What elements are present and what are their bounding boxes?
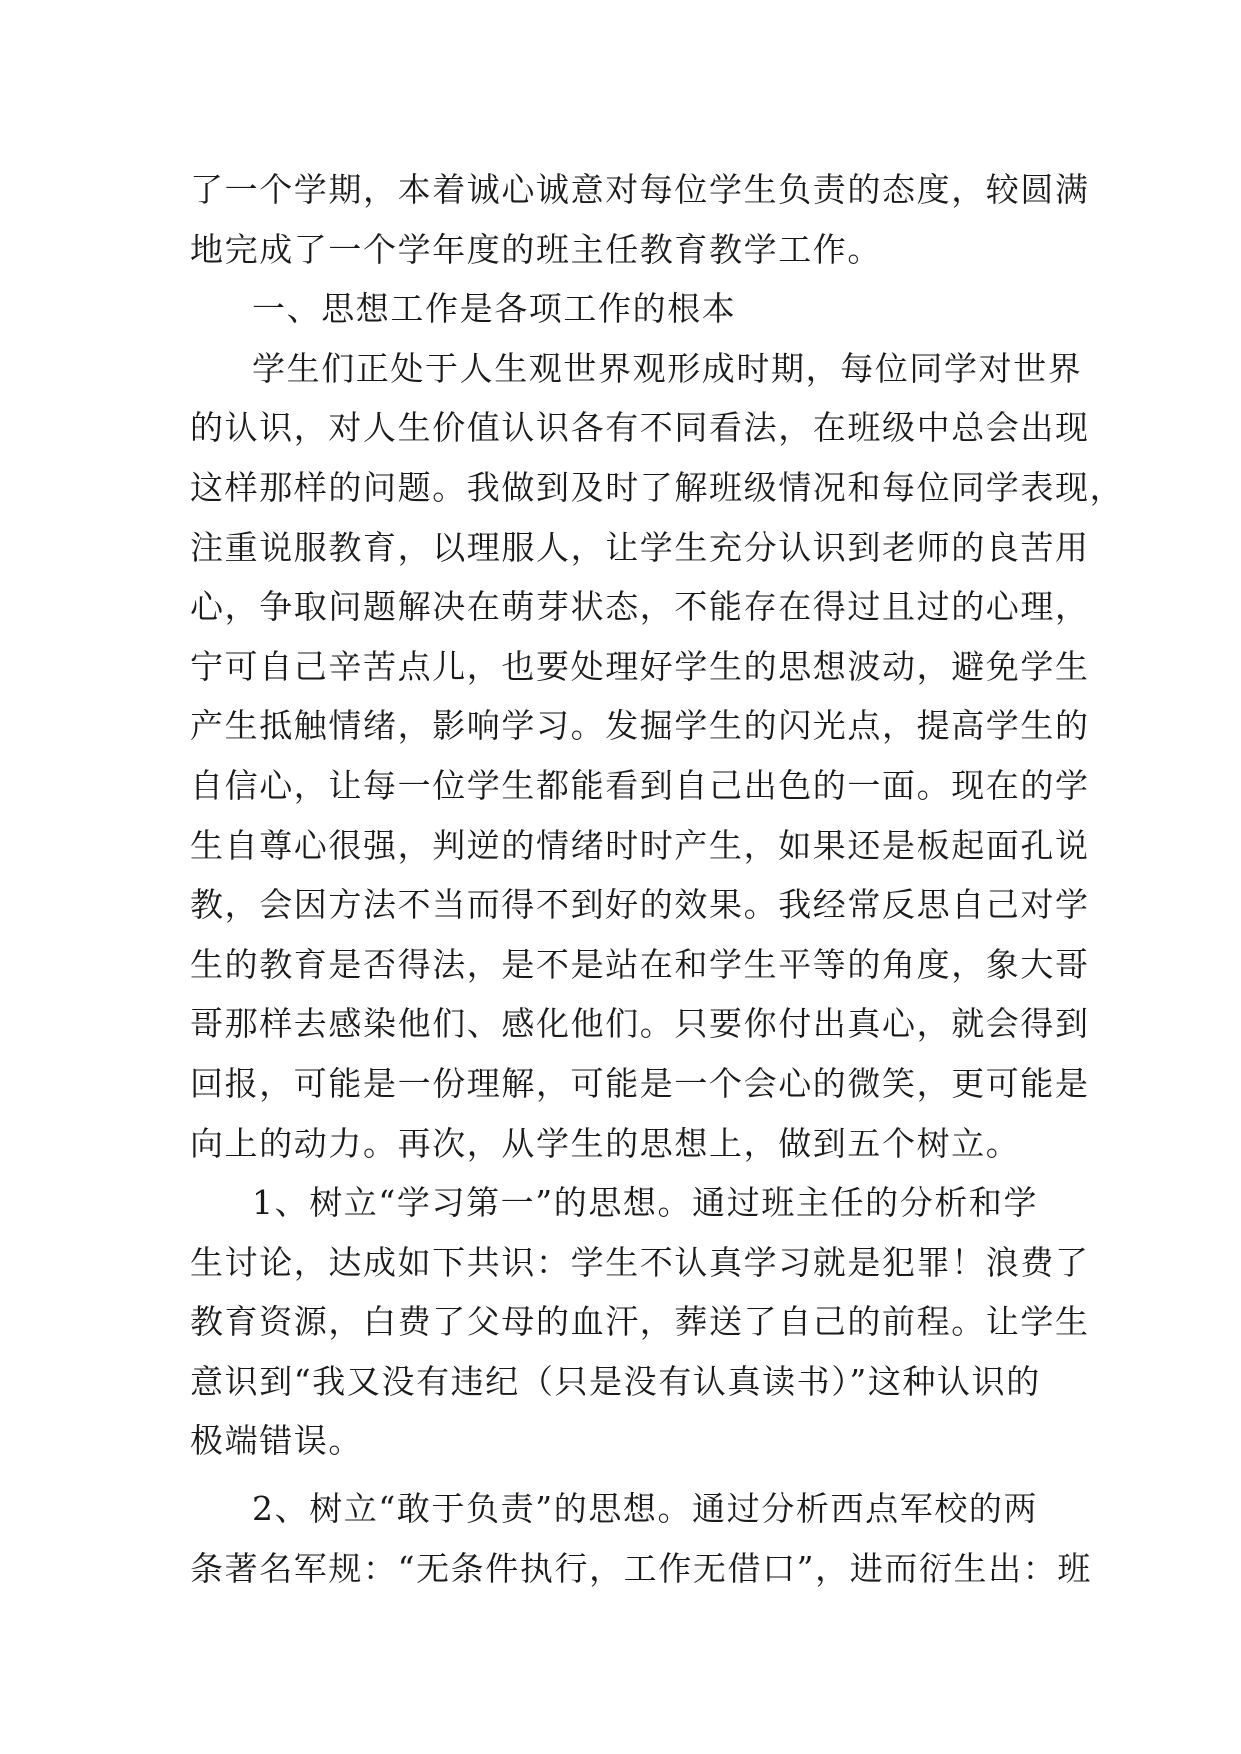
text-line: 向上的动力。再次，从学生的思想上，做到五个树立。 [190,1123,1021,1163]
document-body [190,160,1125,1598]
text-line: 这样那样的问题。我做到及时了解班级情况和每位同学表现， [190,467,1125,507]
text-line: 生的教育是否得法，是不是站在和学生平等的角度，象大哥 [190,944,1090,984]
text-line: 宁可自己辛苦点儿，也要处理好学生的思想波动，避免学生 [190,646,1090,686]
text-line: 1、树立“学习第一”的思想。通过班主任的分析和学 [252,1183,1039,1223]
text-line: 教，会因方法不当而得不到好的效果。我经常反思自己对学 [190,885,1090,925]
text-line: 教育资源，白费了父母的血汗，葬送了自己的前程。让学生 [190,1302,1090,1342]
text-line: 的认识，对人生价值认识各有不同看法，在班级中总会出现 [190,408,1090,448]
text-line: 回报，可能是一份理解，可能是一个会心的微笑，更可能是 [190,1063,1090,1103]
text-line: 生自尊心很强，判逆的情绪时时产生，如果还是板起面孔说 [190,825,1090,865]
text-line: 条著名军规：“无条件执行，工作无借口”，进而衍生出：班 [190,1548,1092,1588]
text-line: 极端错误。 [190,1421,363,1461]
text-line: 哥那样去感染他们、感化他们。只要你付出真心，就会得到 [190,1004,1090,1044]
text-line: 注重说服教育，以理服人，让学生充分认识到老师的良苦用 [190,527,1090,567]
text-line: 生讨论，达成如下共识：学生不认真学习就是犯罪！浪费了 [190,1242,1090,1282]
text-line: 学生们正处于人生观世界观形成时期，每位同学对世界 [252,348,1083,388]
text-line: 一、思想工作是各项工作的根本 [252,289,737,329]
text-line: 地完成了一个学年度的班主任教育教学工作。 [190,229,882,269]
text-line: 2、树立“敢于负责”的思想。通过分析西点军校的两 [252,1489,1039,1529]
text-line: 了一个学期，本着诚心诚意对每位学生负责的态度，较圆满 [190,170,1090,209]
text-line: 自信心，让每一位学生都能看到自己出色的一面。现在的学 [190,765,1090,805]
text-line: 产生抵触情绪，影响学习。发掘学生的闪光点，提高学生的 [190,706,1090,746]
text-line: 心，争取问题解决在萌芽状态，不能存在得过且过的心理， [190,587,1090,627]
text-line: 意识到“我又没有违纪（只是没有认真读书）”这种认识的 [190,1361,1041,1401]
